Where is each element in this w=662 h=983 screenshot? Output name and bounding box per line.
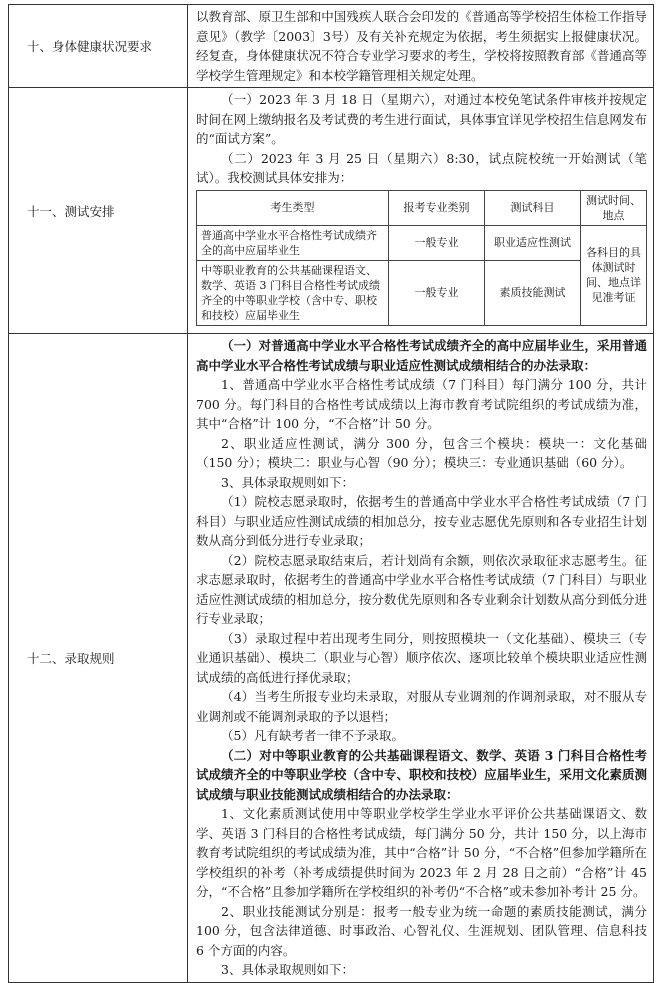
admission-para: 1、文化素质测试使用中等职业学校学生学业水平评价公共基础课语文、数学、英语 3 门科目的合格性考试成绩，每门满分 50 分，共计 150 分，以上海市教育考试院组织的考试成绩为准，其中“合格”计 50 分，“不合格”但参加学籍所在学校组织的补考（补考成绩提供时间为 2023 年 2 月 28 日之前）“合格”计 45 分，“不合格”且参加学籍所在学校组织的补考仍“不合格”或未参加补考计 25 分。 (196, 806, 647, 899)
health-content (188, 5, 654, 88)
schedule-cell-type: 普通高中学业水平合格性考试成绩齐全的高中应届毕业生 (197, 225, 389, 260)
admission-rule: （2）院校志愿录取结束后，若计划尚有余额，则依次录取征求志愿考生。征求志愿录取时，依据考生的普通高中学业水平合格性考试成绩（7 门科目）与职业适应性测试成绩的相加总分，按分数优先原则和各专业剩余计划数从高分到低分进行专业录取； (196, 552, 647, 626)
section-label-schedule: 十一、测试安排 (9, 88, 188, 334)
schedule-cell-time-place: 各科目的具体测试时间、地点详见准考证 (581, 225, 647, 325)
schedule-row (9, 88, 654, 334)
schedule-para-2: （二）2023 年 3 月 25 日（星期六）8:30，试点院校统一开始测试（笔试）。我校测试具体安排为： (196, 150, 647, 185)
admission-para: 3、具体录取规则如下： (221, 474, 354, 490)
schedule-table-row (197, 225, 647, 260)
admission-para: 2、职业技能测试分别是：报考一般专业为统一命题的素质技能测试，满分 100 分，包含法律道德、时事政治、心智礼仪、生涯规划、团队管理、信息科技 6 个方面的内容。 (196, 903, 647, 958)
schedule-table-row (197, 260, 647, 325)
admission-content (188, 334, 654, 983)
schedule-header-category: 报考专业类别 (389, 190, 485, 225)
admission-para: 3、具体录取规则如下： (221, 962, 354, 977)
schedule-para-1: （一）2023 年 3 月 18 日（星期六），对通过本校免笔试条件审核并按规定时间在网上缴纳报名及考试费的考生进行面试，具体事宜详见学校招生信息网发布的“面试方案”。 (196, 92, 647, 146)
schedule-table-header (197, 190, 647, 225)
schedule-cell-category: 一般专业 (389, 260, 485, 325)
admission-para: 1、普通高中学业水平合格性考试成绩（7 门科目）每门满分 100 分，共计 700 分。每门科目的合格性考试成绩以上海市教育考试院组织的考试成绩为准，其中“合格”计 100 分，“不合格”计 50 分。 (196, 377, 647, 431)
admission-rule: （3）录取过程中若出现考生同分，则按照模块一（文化基础）、模块三（专业通识基础）、模块二（职业与心智）顺序依次、逐项比较单个模块职业适应性测试成绩的高低进行择优录取； (196, 630, 647, 685)
admission-rule: （4）当考生所报专业均未录取，对服从专业调剂的作调剂录取，对不服从专业调剂或不能调剂录取的予以退档； (196, 689, 647, 724)
admission-heading-1: （一）对普通高中学业水平合格性考试成绩齐全的高中应届毕业生，采用普通高中学业水平合格性考试成绩与职业适应性测试成绩相结合的办法录取： (196, 338, 647, 373)
admission-row (9, 334, 654, 983)
admissions-document-table (8, 4, 654, 983)
schedule-cell-category: 一般专业 (389, 225, 485, 260)
schedule-header-time-place: 测试时间、地点 (581, 190, 647, 225)
health-row (9, 5, 654, 88)
admission-heading-2: （二）对中等职业教育的公共基础课程语文、数学、英语 3 门科目合格性考试成绩齐全的中等职业学校（含中专、职校和技校）应届毕业生，采用文化素质测试成绩与职业技能测试成绩相结合的办法录取： (196, 747, 647, 802)
section-label-admission: 十二、录取规则 (9, 334, 188, 983)
schedule-table (196, 190, 647, 326)
schedule-header-subject: 测试科目 (485, 190, 581, 225)
admission-rule: （1）院校志愿录取时，依据考生的普通高中学业水平合格性考试成绩（7 门科目）与职业适应性测试成绩的相加总分，按专业志愿优先原则和各专业招生计划数从高分到低分进行专业录取； (196, 494, 647, 548)
schedule-header-type: 考生类型 (197, 190, 389, 225)
admission-para: 2、职业适应性测试，满分 300 分，包含三个模块：模块一：文化基础（150 分）；模块二：职业与心智（90 分）；模块三：专业通识基础（60 分）。 (196, 435, 647, 470)
schedule-cell-subject: 素质技能测试 (485, 260, 581, 325)
admission-rule: （5）凡有缺考者一律不予录取。 (221, 728, 404, 743)
schedule-content (188, 88, 654, 334)
section-label-health: 十、身体健康状况要求 (9, 5, 188, 88)
health-text: 以教育部、原卫生部和中国残疾人联合会印发的《普通高等学校招生体检工作指导意见》（教学〔2003〕3号）及有关补充规定为依据，考生须据实上报健康状况。经复查，身体健康状况不符合专业学习要求的考生，学校将按照教育部《普通高等学校学生管理规定》和本校学籍管理相关规定处理。 (196, 9, 647, 83)
schedule-cell-subject: 职业适应性测试 (485, 225, 581, 260)
schedule-cell-type: 中等职业教育的公共基础课程语文、数学、英语 3 门科目合格性考试成绩齐全的中等职业学校（含中专、职校和技校）应届毕业生 (197, 260, 389, 325)
